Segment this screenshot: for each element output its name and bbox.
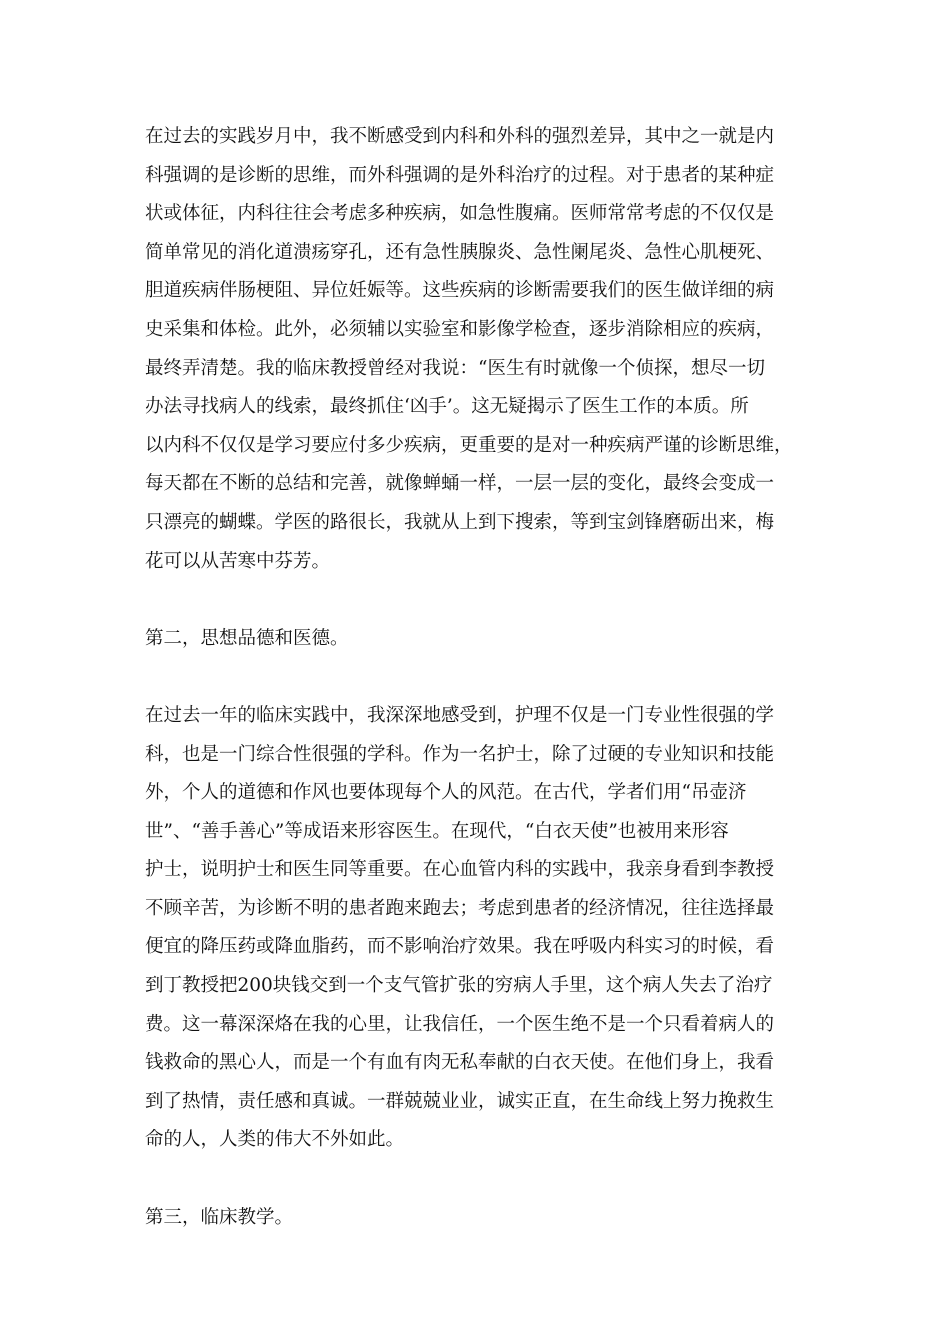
text-line: 每天都在不断的总结和完善，就像蝉蛹一样，一层一层的变化，最终会变成一 <box>145 473 775 495</box>
text-line: 便宜的降压药或降血脂药，而不影响治疗效果。我在呼吸内科实习的时候，看 <box>145 936 775 958</box>
text-line: 世”、“善手善心”等成语来形容医生。在现代，“白衣天使”也被用来形容 <box>145 820 729 842</box>
text-line: 科强调的是诊断的思维，而外科强调的是外科治疗的过程。对于患者的某种症 <box>145 164 775 186</box>
section-heading-ethics: 第二，思想品德和医德。 <box>145 627 349 649</box>
text-line: 不顾辛苦，为诊断不明的患者跑来跑去；考虑到患者的经济情况，往往选择最 <box>145 897 775 919</box>
text-line: 护士，说明护士和医生同等重要。在心血管内科的实践中，我亲身看到李教授 <box>145 859 775 881</box>
text-line: 在过去的实践岁月中，我不断感受到内科和外科的强烈差异，其中之一就是内 <box>145 126 775 147</box>
paragraph-spacer <box>145 581 805 620</box>
text-line: 状或体征，内科往往会考虑多种疾病，如急性腹痛。医师常常考虑的不仅仅是 <box>145 203 775 225</box>
paragraph-spacer <box>145 1160 805 1199</box>
paragraph-spacer <box>145 658 805 697</box>
text-line: 在过去一年的临床实践中，我深深地感受到，护理不仅是一门专业性很强的学 <box>145 704 775 726</box>
section-heading-clinical-teaching: 第三，临床教学。 <box>145 1206 294 1228</box>
text-line: 以内科不仅仅是学习要应付多少疾病，更重要的是对一种疾病严谨的诊断思维， <box>145 434 793 456</box>
text-line: 到了热情，责任感和真诚。一群兢兢业业，诚实正直，在生命线上努力挽救生 <box>145 1090 775 1112</box>
document-body <box>145 118 805 1237</box>
text-line: 外，个人的道德和作风也要体现每个人的风范。在古代，学者们用“吊壶济 <box>145 782 747 804</box>
paragraph-practice-experience <box>145 118 805 581</box>
text-line: 最终弄清楚。我的临床教授曾经对我说：“医生有时就像一个侦探，想尽一切 <box>145 357 765 379</box>
text-line: 办法寻找病人的线索，最终抓住‘凶手’。这无疑揭示了医生工作的本质。所 <box>145 396 749 418</box>
text-line: 花可以从苦寒中芬芳。 <box>145 550 331 572</box>
paragraph-medical-ethics <box>145 697 805 1160</box>
text-line: 到丁教授把200块钱交到一个支气管扩张的穷病人手里，这个病人失去了治疗 <box>145 975 773 997</box>
text-line: 只漂亮的蝴蝶。学医的路很长，我就从上到下搜索，等到宝剑锋磨砺出来，梅 <box>145 511 775 533</box>
text-line: 简单常见的消化道溃疡穿孔，还有急性胰腺炎、急性阑尾炎、急性心肌梗死、 <box>145 241 775 263</box>
text-line: 胆道疾病伴肠梗阻、异位妊娠等。这些疾病的诊断需要我们的医生做详细的病 <box>145 280 775 302</box>
text-line: 命的人，人类的伟大不外如此。 <box>145 1129 405 1151</box>
text-line: 科，也是一门综合性很强的学科。作为一名护士，除了过硬的专业知识和技能 <box>145 743 775 765</box>
text-line: 钱救命的黑心人，而是一个有血有肉无私奉献的白衣天使。在他们身上，我看 <box>145 1052 775 1074</box>
text-line: 费。这一幕深深烙在我的心里，让我信任，一个医生绝不是一个只看着病人的 <box>145 1013 775 1035</box>
text-line: 史采集和体检。此外，必须辅以实验室和影像学检查，逐步消除相应的疾病， <box>145 318 775 340</box>
